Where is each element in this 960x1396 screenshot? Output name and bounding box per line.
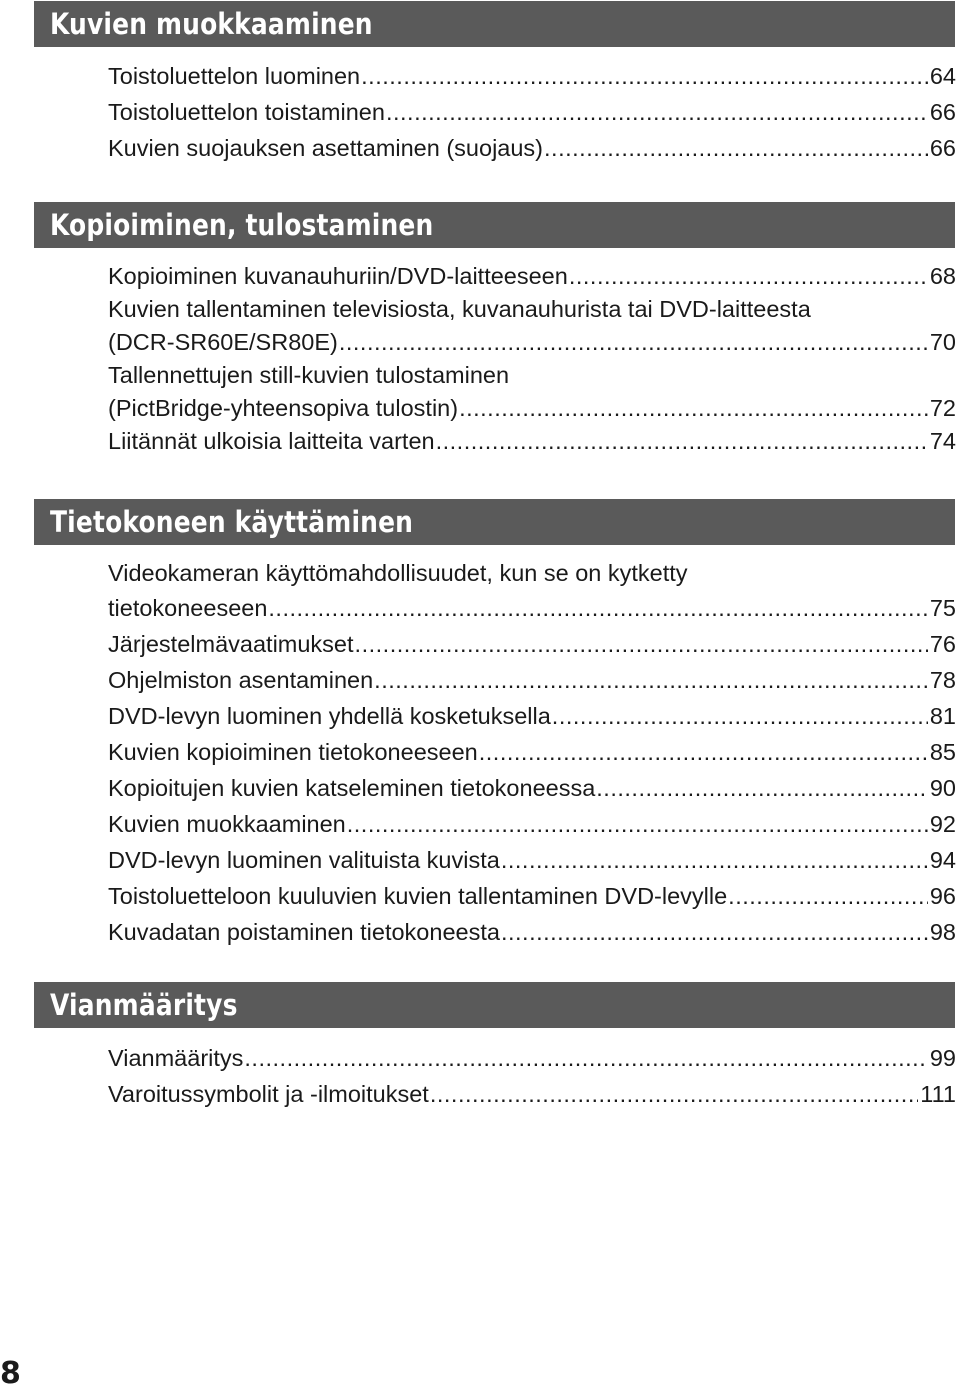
toc-entry-title: DVD-levyn luominen valituista kuvista xyxy=(108,847,500,873)
toc-entry-title: Kopioiminen kuvanauhuriin/DVD-laitteeseen xyxy=(108,263,568,289)
toc-entry-title: Vianmääritys xyxy=(108,1045,244,1071)
toc-line xyxy=(108,842,956,878)
toc-entry[interactable] xyxy=(108,359,956,425)
toc-entry-page: 72 xyxy=(929,395,956,421)
toc-entry-page: 75 xyxy=(929,595,956,621)
toc-entry-page: 99 xyxy=(929,1045,956,1071)
toc-entry-title: tietokoneeseen xyxy=(108,595,268,621)
dot-leader xyxy=(569,260,928,293)
toc-line xyxy=(108,1076,956,1112)
toc-entry-page: 85 xyxy=(929,739,956,765)
toc-entry-title: Kuvien kopioiminen tietokoneeseen xyxy=(108,739,478,765)
toc-line xyxy=(108,590,956,626)
dot-leader xyxy=(552,698,928,734)
toc-block xyxy=(108,260,956,458)
toc-entry-page: 92 xyxy=(929,811,956,837)
toc-entry-title: Järjestelmävaatimukset xyxy=(108,631,354,657)
dot-leader xyxy=(501,914,928,950)
toc-entry[interactable] xyxy=(108,734,956,770)
toc-entry[interactable] xyxy=(108,130,956,166)
dot-leader xyxy=(436,425,928,458)
toc-entry-title: (PictBridge-yhteensopiva tulostin) xyxy=(108,395,459,421)
section-title: Kopioiminen, tulostaminen xyxy=(50,208,434,242)
toc-entry[interactable] xyxy=(108,557,956,626)
toc-entry[interactable] xyxy=(108,58,956,94)
toc-entry-title: DVD-levyn luominen yhdellä kosketuksella xyxy=(108,703,551,729)
dot-leader xyxy=(361,58,928,94)
toc-line xyxy=(108,662,956,698)
toc-entry-page: 74 xyxy=(929,428,956,454)
toc-entry-title: Ohjelmiston asentaminen xyxy=(108,667,374,693)
dot-leader xyxy=(544,130,928,166)
toc-block xyxy=(108,58,956,166)
toc-entry-page: 96 xyxy=(929,883,956,909)
toc-line xyxy=(108,698,956,734)
toc-entry-page: 70 xyxy=(929,329,956,355)
toc-entry-page: 81 xyxy=(929,703,956,729)
toc-entry[interactable] xyxy=(108,914,956,950)
toc-entry-page: 98 xyxy=(929,919,956,945)
toc-line xyxy=(108,359,956,392)
toc-entry[interactable] xyxy=(108,293,956,359)
toc-line xyxy=(108,260,956,293)
toc-line xyxy=(108,293,956,326)
toc-line xyxy=(108,58,956,94)
toc-entry-page: 64 xyxy=(929,63,956,89)
toc-entry-title: Tallennettujen still-kuvien tulostaminen xyxy=(108,362,510,388)
section-title: Tietokoneen käyttäminen xyxy=(50,505,414,539)
toc-entry-title: Toistoluettelon toistaminen xyxy=(108,99,385,125)
toc-entry[interactable] xyxy=(108,626,956,662)
toc-line xyxy=(108,626,956,662)
dot-leader xyxy=(501,842,928,878)
toc-entry-title: Videokameran käyttömahdollisuudet, kun se on kytketty xyxy=(108,560,688,586)
dot-leader xyxy=(430,1076,918,1112)
toc-entry-page: 66 xyxy=(929,99,956,125)
toc-line xyxy=(108,94,956,130)
toc-entry-page: 111 xyxy=(920,1081,956,1107)
toc-entry[interactable] xyxy=(108,698,956,734)
toc-entry-title: (DCR-SR60E/SR80E) xyxy=(108,329,338,355)
toc-entry-title: Toistoluetteloon kuuluvien kuvien tallentaminen DVD-levylle xyxy=(108,883,728,909)
dot-leader xyxy=(596,770,928,806)
toc-entry[interactable] xyxy=(108,94,956,130)
dot-leader xyxy=(347,806,928,842)
toc-entry-title: Toistoluettelon luominen xyxy=(108,63,361,89)
toc-entry-page: 68 xyxy=(929,263,956,289)
toc-entry[interactable] xyxy=(108,842,956,878)
section-header xyxy=(34,1,955,47)
section-header xyxy=(34,982,955,1028)
toc-entry-page: 78 xyxy=(929,667,956,693)
toc-line xyxy=(108,914,956,950)
toc-entry-title: Kuvien suojauksen asettaminen (suojaus) xyxy=(108,135,544,161)
toc-entry[interactable] xyxy=(108,1040,956,1076)
dot-leader xyxy=(374,662,928,698)
toc-line xyxy=(108,770,956,806)
page-number: 8 xyxy=(0,1356,21,1391)
section-title: Vianmääritys xyxy=(50,988,238,1022)
toc-line xyxy=(108,130,956,166)
toc-line xyxy=(108,806,956,842)
toc-entry[interactable] xyxy=(108,260,956,293)
toc-entry[interactable] xyxy=(108,878,956,914)
toc-entry-page: 94 xyxy=(929,847,956,873)
toc-block xyxy=(108,557,956,950)
toc-entry[interactable] xyxy=(108,806,956,842)
toc-entry[interactable] xyxy=(108,425,956,458)
toc-entry-page: 76 xyxy=(929,631,956,657)
section-title: Kuvien muokkaaminen xyxy=(50,7,373,41)
toc-line xyxy=(108,326,956,359)
toc-block xyxy=(108,1040,956,1112)
dot-leader xyxy=(386,94,928,130)
dot-leader xyxy=(268,590,927,626)
toc-line xyxy=(108,734,956,770)
toc-entry-title: Kopioitujen kuvien katseleminen tietokoneessa xyxy=(108,775,596,801)
toc-entry-page: 90 xyxy=(929,775,956,801)
toc-line xyxy=(108,557,956,590)
toc-entry-title: Kuvadatan poistaminen tietokoneesta xyxy=(108,919,500,945)
toc-entry[interactable] xyxy=(108,770,956,806)
dot-leader xyxy=(244,1040,927,1076)
dot-leader xyxy=(728,878,928,914)
toc-line xyxy=(108,1040,956,1076)
toc-entry[interactable] xyxy=(108,1076,956,1112)
toc-line xyxy=(108,392,956,425)
dot-leader xyxy=(479,734,928,770)
toc-line xyxy=(108,878,956,914)
section-header xyxy=(34,202,955,248)
dot-leader xyxy=(355,626,928,662)
toc-entry[interactable] xyxy=(108,662,956,698)
toc-entry-title: Kuvien tallentaminen televisiosta, kuvanauhurista tai DVD-laitteesta xyxy=(108,296,811,322)
dot-leader xyxy=(459,392,928,425)
toc-line xyxy=(108,425,956,458)
toc-entry-title: Liitännät ulkoisia laitteita varten xyxy=(108,428,435,454)
section-header xyxy=(34,499,955,545)
toc-entry-page: 66 xyxy=(929,135,956,161)
toc-entry-title: Kuvien muokkaaminen xyxy=(108,811,346,837)
dot-leader xyxy=(339,326,928,359)
toc-entry-title: Varoitussymbolit ja -ilmoitukset xyxy=(108,1081,429,1107)
